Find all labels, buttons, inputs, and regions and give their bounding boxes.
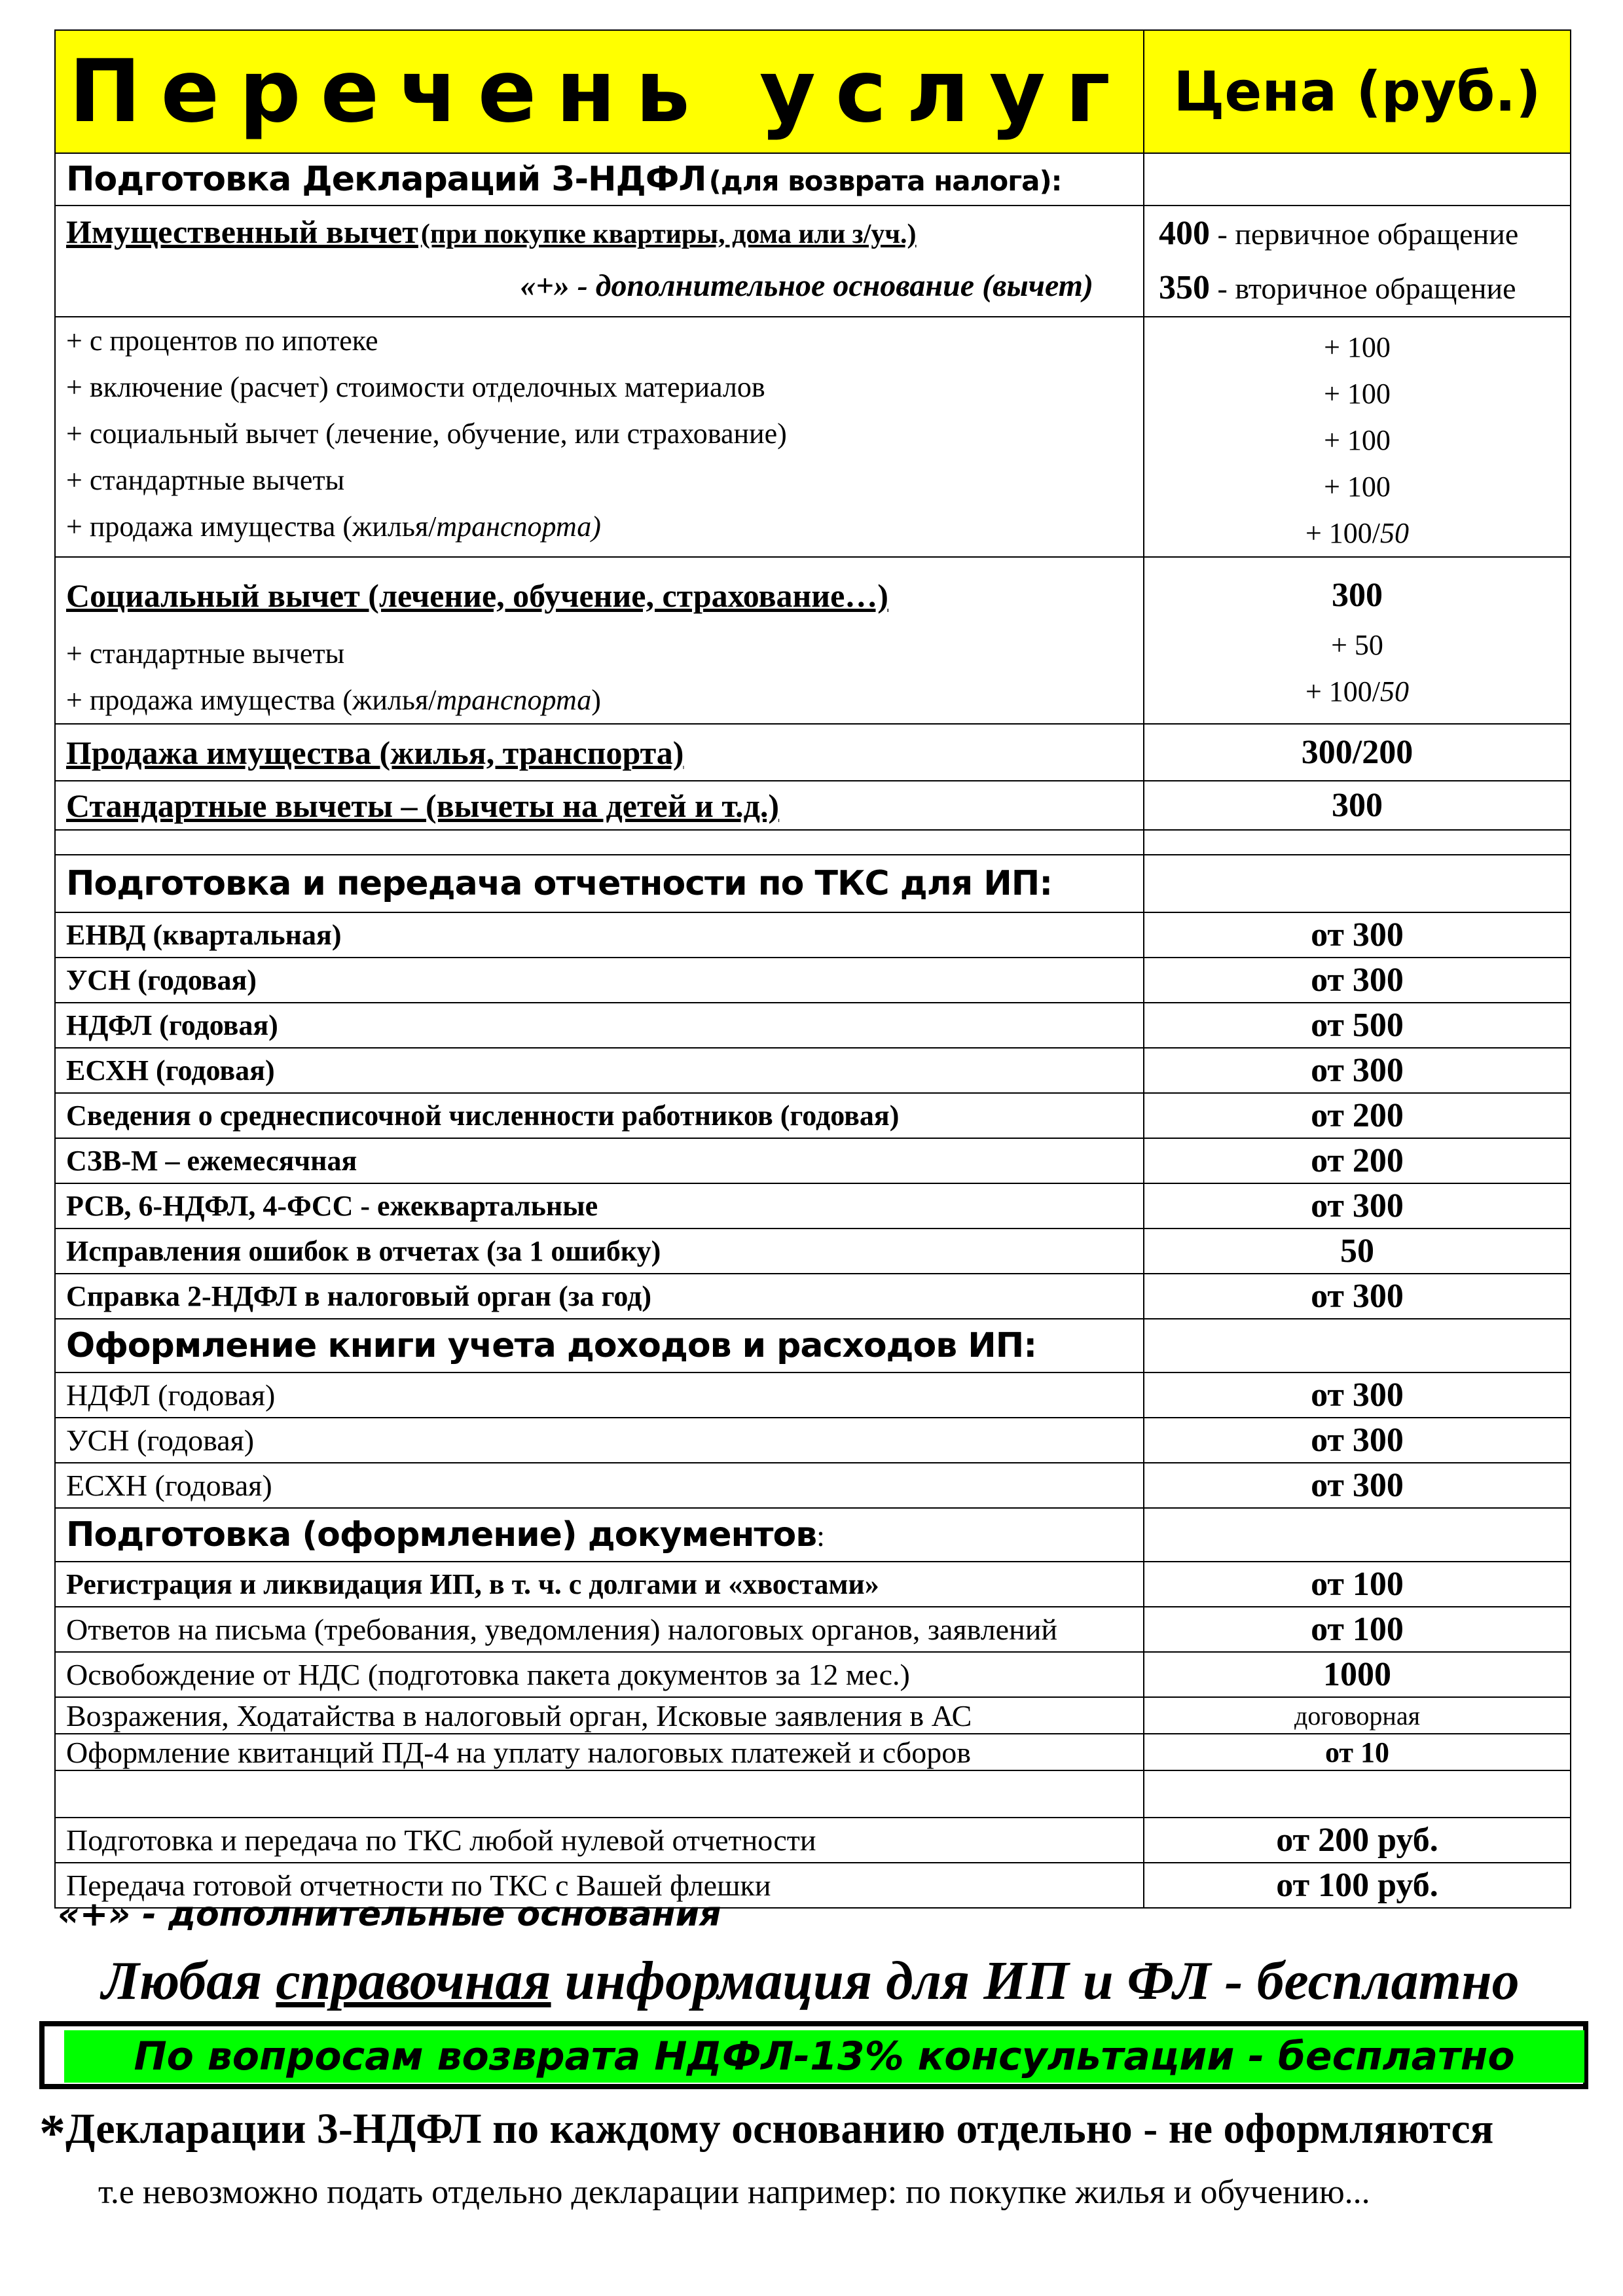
price-primary: 400 - первичное обращение (1159, 215, 1519, 252)
service-label: Справка 2-НДФЛ в налоговый орган (за год) (55, 1274, 1144, 1319)
service-price: от 200 (1144, 1093, 1571, 1138)
consultation-banner-text: По вопросам возврата НДФЛ-13% консультации - бесплатно (64, 2030, 1584, 2083)
ndfl-section-row (55, 153, 1571, 206)
table-row (55, 1229, 1571, 1274)
service-price: от 300 (1144, 1183, 1571, 1229)
extra-item: + с процентов по ипотеке (66, 325, 378, 357)
declaration-warning: *Декларации 3-НДФЛ по каждому основанию отдельно - не оформляются (39, 2105, 1494, 2162)
docs-section-row: Подготовка (оформление) документов: (55, 1508, 1571, 1562)
table-row (55, 912, 1571, 958)
service-price: от 200 руб. (1144, 1818, 1571, 1863)
consultation-banner (39, 2021, 1588, 2089)
service-price: от 300 (1144, 1418, 1571, 1463)
table-row (55, 1048, 1571, 1093)
spacer-row (55, 830, 1571, 855)
service-label: УСН (годовая) (55, 1418, 1144, 1463)
service-price: от 300 (1144, 912, 1571, 958)
extra-price: + 100 (1324, 378, 1391, 410)
table-row (55, 1372, 1571, 1418)
service-label: Возражения, Ходатайства в налоговый орган, Исковые заявления в АС (55, 1697, 1144, 1734)
table-row (55, 1183, 1571, 1229)
extra-item: + стандартные вычеты (66, 637, 345, 670)
table-row (55, 1003, 1571, 1048)
service-price: от 300 (1144, 1048, 1571, 1093)
extra-price: + 100 (1324, 331, 1391, 363)
property-sale-row (55, 724, 1571, 781)
service-label: НДФЛ (годовая) (55, 1003, 1144, 1048)
extra-item: + социальный вычет (лечение, обучение, или страхование) (66, 418, 787, 450)
table-row (55, 958, 1571, 1003)
table-row (55, 1607, 1571, 1652)
table-row (55, 1093, 1571, 1138)
asterisk-mark: * (39, 2105, 65, 2162)
table-row (55, 1734, 1571, 1770)
table-row (55, 1697, 1571, 1734)
price-list-sheet (54, 29, 1570, 1909)
service-label: Сведения о среднесписочной численности работников (годовая) (55, 1093, 1144, 1138)
header-services-cell (55, 30, 1144, 153)
social-deduction-price: 300 (1332, 577, 1383, 614)
standard-deduction-title: Стандартные вычеты – (вычеты на детей и т.д.) (66, 787, 780, 824)
property-sale-title: Продажа имущества (жилья, транспорта) (66, 734, 684, 771)
tks-section-row (55, 855, 1571, 912)
table-row (55, 1274, 1571, 1319)
social-deduction-title: Социальный вычет (лечение, обучение, страхование…) (66, 577, 888, 614)
service-label: ЕСХН (годовая) (55, 1048, 1144, 1093)
service-price: 50 (1144, 1229, 1571, 1274)
declaration-explanation: т.е невозможно подать отдельно декларации например: по покупке жилья и обучению... (98, 2174, 1370, 2211)
extra-item-sale: + продажа имущества (жилья/транспорта) (66, 511, 601, 543)
standard-deduction-price: 300 (1144, 781, 1571, 830)
header-price-title: Цена (руб.) (1173, 60, 1541, 124)
service-label: Подготовка и передача по ТКС любой нулевой отчетности (55, 1818, 1144, 1863)
extra-price: + 50 (1331, 629, 1383, 661)
service-label: ЕСХН (годовая) (55, 1463, 1144, 1508)
service-label: Освобождение от НДС (подготовка пакета документов за 12 мес.) (55, 1652, 1144, 1697)
service-price: от 500 (1144, 1003, 1571, 1048)
table-row (55, 1418, 1571, 1463)
spacer-row (55, 1770, 1571, 1818)
service-price: от 300 (1144, 1463, 1571, 1508)
service-label: Ответов на письма (требования, уведомления) налоговых органов, заявлений (55, 1607, 1144, 1652)
property-deduction-note: (при покупке квартиры, дома или з/уч.) (420, 219, 917, 249)
book-section-title: Оформление книги учета доходов и расходов ИП: (66, 1326, 1037, 1365)
table-row (55, 1138, 1571, 1183)
service-label: РСВ, 6-НДФЛ, 4-ФСС - ежеквартальные (55, 1183, 1144, 1229)
service-label: Оформление квитанций ПД-4 на уплату налоговых платежей и сборов (55, 1734, 1144, 1770)
service-label: СЗВ-М – ежемесячная (55, 1138, 1144, 1183)
book-section-row (55, 1319, 1571, 1372)
table-row (55, 1562, 1571, 1607)
property-extras-row (55, 317, 1571, 557)
header-price-cell (1144, 30, 1571, 153)
service-price: от 100 (1144, 1562, 1571, 1607)
price-secondary: 350 - вторичное обращение (1159, 269, 1516, 306)
price-table (54, 29, 1571, 1909)
extra-item: + включение (расчет) стоимости отделочных материалов (66, 371, 765, 403)
extra-item: + стандартные вычеты (66, 464, 345, 496)
property-deduction-title: Имущественный вычет (66, 213, 418, 250)
service-label: НДФЛ (годовая) (55, 1372, 1144, 1418)
ndfl-section-subtitle: (для возврата налога): (708, 165, 1062, 197)
standard-deduction-row (55, 781, 1571, 830)
table-row (55, 1818, 1571, 1863)
service-price: от 300 (1144, 1274, 1571, 1319)
service-price: от 10 (1144, 1734, 1571, 1770)
service-price: от 100 руб. (1144, 1863, 1571, 1908)
service-label: ЕНВД (квартальная) (55, 912, 1144, 958)
service-label: Исправления ошибок в отчетах (за 1 ошибку) (55, 1229, 1144, 1274)
service-label: Регистрация и ликвидация ИП, в т. ч. с долгами и «хвостами» (55, 1562, 1144, 1607)
service-price: от 200 (1144, 1138, 1571, 1183)
property-deduction-row (55, 206, 1571, 317)
table-header-row (55, 30, 1571, 153)
table-row (55, 1463, 1571, 1508)
free-info-line: Любая справочная информация для ИП и ФЛ - бесплатно (101, 1950, 1520, 2011)
extra-item-sale: + продажа имущества (жилья/транспорта) (66, 684, 601, 716)
docs-section-title: Подготовка (оформление) документов (66, 1515, 817, 1554)
tks-section-title: Подготовка и передача отчетности по ТКС для ИП: (66, 864, 1053, 903)
plus-footnote: «+» - дополнительные основания (58, 1895, 721, 1934)
extra-price-sale: + 100/50 (1305, 675, 1410, 708)
service-label: Передача готовой отчетности по ТКС с Вашей флешки (55, 1863, 1144, 1908)
extra-price: + 100 (1324, 424, 1391, 456)
header-title: Перечень услуг (69, 41, 1130, 142)
additional-basis-note: «+» - дополнительное основание (вычет) (520, 268, 1093, 303)
service-label: УСН (годовая) (55, 958, 1144, 1003)
service-price: от 300 (1144, 958, 1571, 1003)
ndfl-section-title: Подготовка Деклараций 3-НДФЛ (66, 160, 706, 199)
table-row (55, 1652, 1571, 1697)
social-deduction-row (55, 557, 1571, 724)
extra-price-sale: + 100/50 (1305, 517, 1410, 549)
service-price: от 300 (1144, 1372, 1571, 1418)
service-price: от 100 (1144, 1607, 1571, 1652)
service-price: 1000 (1144, 1652, 1571, 1697)
service-price: договорная (1144, 1697, 1571, 1734)
extra-price: + 100 (1324, 471, 1391, 503)
property-sale-price: 300/200 (1144, 724, 1571, 781)
